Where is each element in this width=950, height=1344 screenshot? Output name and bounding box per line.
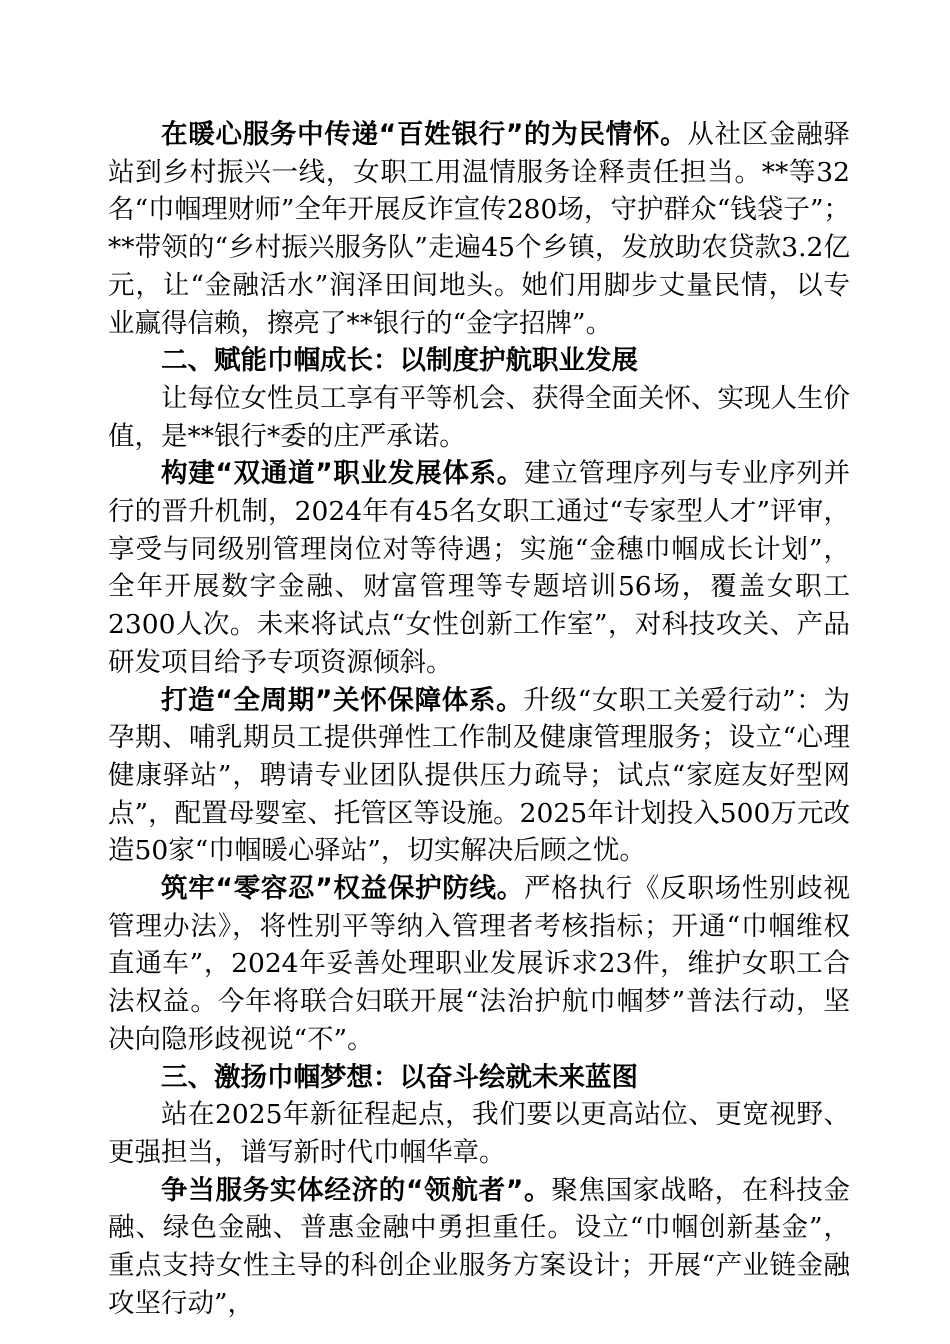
paragraph-rights-protection [108, 870, 850, 1059]
paragraph-lead: 争当服务实体经济的“领航者”。 [161, 1174, 552, 1206]
paragraph-body: 严格执行《反职场性别歧视管理办法》，将性别平等纳入管理者考核指标；开通“巾帼维权直通车”，2024年妥善处理职业发展诉求23件，维护女职工合法权益。今年将联合妇联开展“法治护航巾帼梦”普法行动，坚决向隐形歧视说“不”。 [108, 873, 851, 1055]
paragraph-lead: 筑牢“零容忍”权益保护防线。 [161, 873, 525, 905]
paragraph-lead: 打造“全周期”关怀保障体系。 [161, 684, 524, 716]
paragraph-body: 站在2025年新征程起点，我们要以更高站位、更宽视野、更强担当，谱写新时代巾帼华章。 [108, 1099, 850, 1168]
paragraph-body: 让每位女性员工享有平等机会、获得全面关怀、实现人生价值，是**银行*委的庄严承诺。 [108, 382, 850, 452]
paragraph-inclusive-service [108, 116, 850, 342]
paragraph-care-system [108, 682, 850, 871]
paragraph-body: 建立管理序列与专业序列并行的晋升机制，2024年有45名女职工通过“专家型人才”评审，享受与同级别管理岗位对等待遇；实施“金穗巾帼成长计划”，全年开展数字金融、财富管理等专题培训56场，覆盖女职工2300人次。未来将试点“女性创新工作室”，对科技攻关、产品研发项目给予专项资源倾斜。 [108, 458, 851, 678]
paragraph-real-economy [108, 1172, 850, 1323]
paragraph-body: 聚焦国家战略，在科技金融、绿色金融、普惠金融中勇担重任。设立“巾帼创新基金”，重点支持女性主导的科创企业服务方案设计；开展“产业链金融攻坚行动”， [108, 1174, 850, 1319]
document-page [108, 116, 850, 1323]
section-heading-2: 二、赋能巾帼成长：以制度护航职业发展 [161, 345, 638, 377]
paragraph-dual-channel [108, 455, 850, 681]
paragraph-commitment [108, 380, 850, 455]
paragraph-body: 升级“女职工关爱行动”：为孕期、哺乳期员工提供弹性工作制及健康管理服务；设立“心理健康驿站”，聘请专业团队提供压力疏导；试点“家庭友好型网点”，配置母婴室、托管区等设施。2025年计划投入500万元改造50家“巾帼暖心驿站”，切实解决后顾之忧。 [108, 684, 850, 867]
paragraph-lead: 在暖心服务中传递“百姓银行”的为民情怀。 [161, 119, 688, 150]
paragraph-body: 从社区金融驿站到乡村振兴一线，女职工用温情服务诠释责任担当。**等32名“巾帼理财师”全年开展反诈宣传280场，守护群众“钱袋子”；**带领的“乡村振兴服务队”走遍45个乡镇，发放助农贷款3.2亿元，让“金融活水”润泽田间地头。她们用脚步丈量民情，以专业赢得信赖，擦亮了**银行的“金字招牌”。 [108, 119, 850, 339]
paragraph-lead: 构建“双通道”职业发展体系。 [161, 458, 525, 490]
section-heading-3: 三、激扬巾帼梦想：以奋斗绘就未来蓝图 [161, 1061, 638, 1093]
paragraph-new-journey [108, 1096, 850, 1171]
